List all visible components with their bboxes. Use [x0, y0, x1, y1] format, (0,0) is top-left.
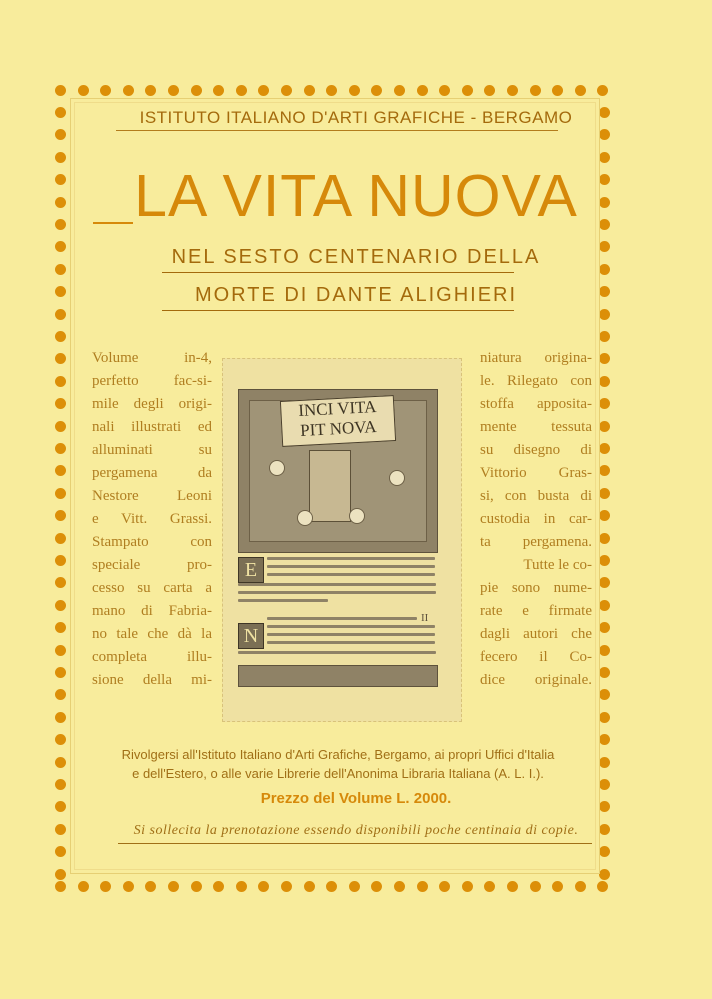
- text-line: completa illu-: [92, 649, 212, 665]
- border-dot: [55, 757, 66, 768]
- border-dot: [55, 734, 66, 745]
- border-dot: [599, 577, 610, 588]
- border-dot: [439, 85, 450, 96]
- text-line: fecero il Co-: [480, 649, 592, 665]
- manuscript-text-line: [267, 625, 435, 628]
- text-line: cesso su carta a: [92, 580, 212, 596]
- text-line: su disegno di: [480, 442, 592, 458]
- illuminated-initial: N: [238, 623, 264, 649]
- border-dot: [213, 85, 224, 96]
- border-dot: [55, 667, 66, 678]
- text-line: sione della mi-: [92, 672, 212, 688]
- border-dot: [55, 353, 66, 364]
- border-dot: [326, 881, 337, 892]
- border-dot: [55, 533, 66, 544]
- text-line: Stampato con: [92, 534, 212, 550]
- border-dot: [78, 85, 89, 96]
- manuscript-text-line: [267, 565, 435, 568]
- border-dot: [55, 779, 66, 790]
- border-dot: [55, 689, 66, 700]
- manuscript-text-line: [238, 651, 436, 654]
- border-dot: [326, 85, 337, 96]
- contact-info: [82, 745, 594, 783]
- facsimile-plate: [222, 358, 462, 722]
- manuscript-illustration: [238, 389, 438, 553]
- border-dot: [599, 443, 610, 454]
- border-dot: [484, 85, 495, 96]
- border-dot: [55, 376, 66, 387]
- border-dot: [552, 85, 563, 96]
- text-line: pie sono nume-: [480, 580, 592, 596]
- border-dot: [349, 881, 360, 892]
- manuscript-text-line: [238, 599, 328, 602]
- border-dot: [123, 881, 134, 892]
- border-dot: [281, 85, 292, 96]
- border-dot: [168, 881, 179, 892]
- contact-line-2: e dell'Estero, o alle varie Librerie dell'Anonima Libraria Italiana (A. L. I.).: [132, 766, 544, 781]
- border-dot: [55, 398, 66, 409]
- title-underline: [93, 222, 133, 224]
- right-text-column: [480, 347, 592, 692]
- text-line: Vittorio Gras-: [480, 465, 592, 481]
- text-line: custodia in car-: [480, 511, 592, 527]
- border-dot: [191, 85, 202, 96]
- text-line: perfetto fac-si-: [92, 373, 212, 389]
- border-dot: [394, 881, 405, 892]
- text-line: mente tessuta: [480, 419, 592, 435]
- border-dot: [55, 465, 66, 476]
- border-dot: [55, 555, 66, 566]
- border-dot: [599, 309, 610, 320]
- border-dot: [55, 712, 66, 723]
- text-line: nali illustrati ed: [92, 419, 212, 435]
- border-dot: [100, 881, 111, 892]
- border-dot: [145, 85, 156, 96]
- border-dot: [191, 881, 202, 892]
- border-dot: [258, 85, 269, 96]
- manuscript-text-line: [267, 633, 435, 636]
- manuscript-text-line: [267, 557, 435, 560]
- border-dot: [599, 510, 610, 521]
- text-line: dice originale.: [480, 672, 592, 688]
- border-dot: [55, 881, 66, 892]
- text-line: niatura origina-: [480, 350, 592, 366]
- text-line: e Vitt. Grassi.: [92, 511, 212, 527]
- text-line: Volume in-4,: [92, 350, 212, 366]
- border-dot: [100, 85, 111, 96]
- border-dot: [55, 331, 66, 342]
- lily-ornament: [349, 508, 365, 524]
- subtitle-rule-1: [162, 272, 514, 273]
- border-dot: [599, 712, 610, 723]
- border-dot: [599, 353, 610, 364]
- roman-numeral: II: [421, 612, 429, 624]
- border-dot: [599, 555, 610, 566]
- border-dot: [55, 645, 66, 656]
- border-dot: [599, 645, 610, 656]
- border-dot: [462, 85, 473, 96]
- text-line: alluminati su: [92, 442, 212, 458]
- subtitle-line-2: MORTE DI DANTE ALIGHIERI: [194, 284, 518, 306]
- text-line: Tutte le co-: [523, 557, 592, 573]
- text-line: rate e firmate: [480, 603, 592, 619]
- text-line: si, con busta di: [480, 488, 592, 504]
- institute-rule: [116, 130, 558, 131]
- border-dot: [484, 881, 495, 892]
- border-dot: [552, 881, 563, 892]
- text-line: pergamena da: [92, 465, 212, 481]
- border-dot: [599, 376, 610, 387]
- text-line: mano di Fabria-: [92, 603, 212, 619]
- border-dot: [168, 85, 179, 96]
- border-dot: [507, 881, 518, 892]
- border-dot: [599, 488, 610, 499]
- border-dot: [462, 881, 473, 892]
- border-dot: [599, 600, 610, 611]
- border-dot: [575, 85, 586, 96]
- text-line: stoffa apposita-: [480, 396, 592, 412]
- column-ornament: [309, 450, 351, 522]
- manuscript-text-line: [238, 591, 436, 594]
- border-dot: [55, 577, 66, 588]
- border-dot: [371, 85, 382, 96]
- border-dot: [55, 600, 66, 611]
- border-dot: [394, 85, 405, 96]
- manuscript-text-line: [267, 641, 435, 644]
- manuscript-text-line: [238, 583, 436, 586]
- border-dot: [349, 85, 360, 96]
- border-dot: [55, 510, 66, 521]
- border-dot: [530, 881, 541, 892]
- border-dot: [55, 869, 66, 880]
- border-dot: [55, 846, 66, 857]
- border-dot: [599, 667, 610, 678]
- text-line: le. Rilegato con: [480, 373, 592, 389]
- border-dot: [599, 129, 610, 140]
- border-dot: [417, 881, 428, 892]
- border-dot: [281, 881, 292, 892]
- border-dot: [599, 421, 610, 432]
- border-dot: [55, 85, 66, 96]
- border-dot: [55, 622, 66, 633]
- border-dot: [599, 689, 610, 700]
- border-dot: [304, 85, 315, 96]
- border-dot: [599, 757, 610, 768]
- border-dot: [213, 881, 224, 892]
- border-dot: [599, 846, 610, 857]
- left-text-column: [92, 347, 212, 692]
- text-line: Nestore Leoni: [92, 488, 212, 504]
- scroll-banner: [280, 395, 396, 447]
- border-dot: [55, 309, 66, 320]
- illuminated-initial: E: [238, 557, 264, 583]
- border-dot: [78, 881, 89, 892]
- border-dot: [599, 622, 610, 633]
- border-dot: [55, 443, 66, 454]
- border-dot: [530, 85, 541, 96]
- border-dot: [599, 869, 610, 880]
- subtitle-rule-2: [162, 310, 514, 311]
- border-dot: [597, 85, 608, 96]
- scroll-line-2: PIT NOVA: [299, 417, 378, 440]
- page-title: LA VITA NUOVA: [134, 163, 578, 229]
- border-dot: [145, 881, 156, 892]
- note-rule: [118, 843, 592, 844]
- border-dot: [417, 85, 428, 96]
- manuscript-text-line: [267, 617, 417, 620]
- border-dot: [439, 881, 450, 892]
- lily-ornament: [389, 470, 405, 486]
- border-dot: [236, 85, 247, 96]
- booking-note: Si sollecita la prenotazione essendo disponibili poche centinaia di copie.: [133, 823, 579, 838]
- border-dot: [575, 881, 586, 892]
- border-dot: [507, 85, 518, 96]
- border-dot: [599, 331, 610, 342]
- text-line: mile degli origi-: [92, 396, 212, 412]
- border-dot: [55, 421, 66, 432]
- lily-ornament: [297, 510, 313, 526]
- border-dot: [123, 85, 134, 96]
- text-line: speciale pro-: [92, 557, 212, 573]
- border-dot: [599, 465, 610, 476]
- border-dot: [236, 881, 247, 892]
- subtitle-line-1: NEL SESTO CENTENARIO DELLA: [171, 246, 541, 268]
- manuscript-text-line: [267, 573, 435, 576]
- scroll-line-1: INCI VITA: [297, 396, 377, 421]
- border-dot: [304, 881, 315, 892]
- institute-name: ISTITUTO ITALIANO D'ARTI GRAFICHE - BERGAMO: [139, 108, 573, 127]
- border-dot: [599, 779, 610, 790]
- border-dot: [599, 398, 610, 409]
- border-dot: [55, 488, 66, 499]
- text-line: dagli autori che: [480, 626, 592, 642]
- price-line: Prezzo del Volume L. 2000.: [260, 790, 452, 807]
- border-dot: [599, 734, 610, 745]
- border-dot: [599, 533, 610, 544]
- text-line: ta pergamena.: [480, 534, 592, 550]
- border-dot: [597, 881, 608, 892]
- lily-ornament: [269, 460, 285, 476]
- border-dot: [371, 881, 382, 892]
- text-line: no tale che dà la: [92, 626, 212, 642]
- contact-line-1: Rivolgersi all'Istituto Italiano d'Arti Grafiche, Bergamo, ai propri Uffici d'Italia: [121, 747, 555, 762]
- border-dot: [258, 881, 269, 892]
- border-dot: [55, 129, 66, 140]
- ornamental-band: [238, 665, 438, 687]
